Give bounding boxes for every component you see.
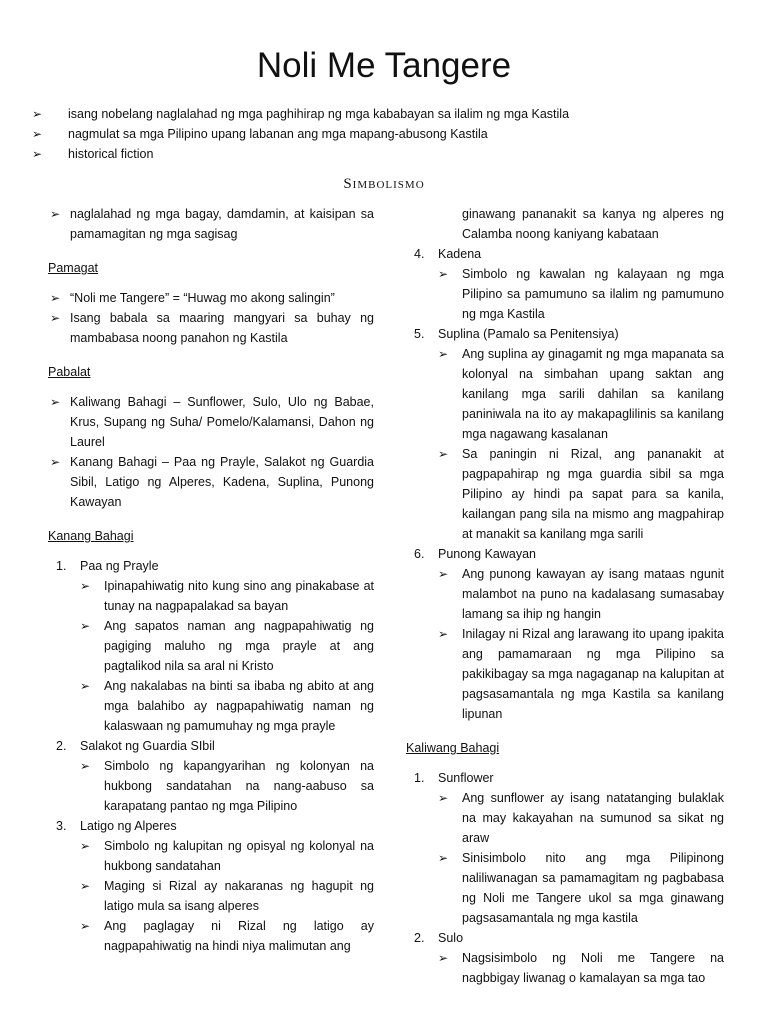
arrow-bullet-icon: ➢: [32, 107, 43, 121]
item-detail: ginawang pananakit sa kanya ng alperes ng Calamba noong kaniyang kabataan: [462, 207, 724, 241]
pamagat-text: Isang babala sa maaring mangyari sa buhay ng mambabasa noong panahon ng Kastila: [70, 311, 374, 345]
item-label: Suplina (Pamalo sa Penitensiya): [438, 327, 619, 341]
pabalat-text: Kaliwang Bahagi – Sunflower, Sulo, Ulo ng Babae, Krus, Supang ng Suha/ Pomelo/Kalamansi, Dahon ng Laurel: [70, 395, 374, 449]
list-item: [48, 576, 374, 616]
arrow-bullet-icon: ➢: [50, 395, 61, 409]
list-item: [406, 848, 724, 928]
item-number: 3.: [56, 819, 67, 833]
arrow-bullet-icon: ➢: [80, 579, 91, 593]
kaliwang-bahagi-heading: Kaliwang Bahagi: [406, 741, 500, 755]
numbered-item: [48, 816, 374, 836]
item-label: Latigo ng Alperes: [80, 819, 177, 833]
arrow-bullet-icon: ➢: [50, 311, 61, 325]
list-item: [48, 204, 374, 244]
list-item: [406, 344, 724, 444]
item-detail: Nagsisimbolo ng Noli me Tangere na nagbbigay liwanag o kamalayan sa mga tao: [462, 951, 724, 985]
item-detail: Simbolo ng kawalan ng kalayaan ng mga Pilipino sa pamumuno sa ilalim ng pamumuno ng mga Kastila: [462, 267, 724, 321]
list-item: [48, 916, 374, 956]
item-label: Sunflower: [438, 771, 494, 785]
arrow-bullet-icon: ➢: [80, 839, 91, 853]
list-item: [30, 144, 750, 164]
intro-text: historical fiction: [68, 147, 154, 161]
arrow-bullet-icon: ➢: [50, 291, 61, 305]
simbolismo-definition: naglalahad ng mga bagay, damdamin, at kaisipan sa pamamagitan ng mga sagisag: [70, 207, 374, 241]
numbered-item: [406, 324, 724, 344]
arrow-bullet-icon: ➢: [438, 791, 449, 805]
item-detail: Ang nakalabas na binti sa ibaba ng abito at ang mga balahibo ay nagpapahiwatig naman ng kalaswaan ng pamumuhay ng mga prayle: [104, 679, 374, 733]
list-item: [48, 452, 374, 512]
list-item: [48, 392, 374, 452]
arrow-bullet-icon: ➢: [50, 455, 61, 469]
arrow-bullet-icon: ➢: [50, 207, 61, 221]
arrow-bullet-icon: ➢: [32, 147, 43, 161]
numbered-item: [406, 928, 724, 948]
intro-list: [30, 104, 750, 164]
arrow-bullet-icon: ➢: [80, 879, 91, 893]
item-detail: Ang sapatos naman ang nagpapahiwatig ng pagiging maluho ng mga prayle at ang pagtalikod nila sa aral ni Kristo: [104, 619, 374, 673]
arrow-bullet-icon: ➢: [438, 627, 449, 641]
pabalat-heading: Pabalat: [48, 365, 91, 379]
kanang-bahagi-heading: Kanang Bahagi: [48, 529, 134, 543]
intro-text: nagmulat sa mga Pilipino upang labanan ang mga mapang-abusong Kastila: [68, 127, 488, 141]
arrow-bullet-icon: ➢: [438, 951, 449, 965]
arrow-bullet-icon: ➢: [438, 267, 449, 281]
item-label: Paa ng Prayle: [80, 559, 159, 573]
item-detail: Simbolo ng kapangyarihan ng kolonyan na hukbong sandatahan na nang-aabuso sa karapatang pantao ng mga Pilipino: [104, 759, 374, 813]
item-detail: Ang suplina ay ginagamit ng mga mapanata sa kolonyal na simbahan upang saktan ang kanilang mga sarili dahilan sa kanilang paniniwala na ito ay makapaglilinis sa kanilang mga nagawang kasalanan: [462, 347, 724, 441]
item-number: 5.: [414, 327, 425, 341]
item-number: 2.: [414, 931, 425, 945]
arrow-bullet-icon: ➢: [438, 447, 449, 461]
item-detail: Sinisimbolo nito ang mga Pilipinong naliliwanagan sa pamamagitam ng pagbabasa ng Noli me Tangere ukol sa mga ginawang pagsasamantala ng mga kastila: [462, 851, 724, 925]
arrow-bullet-icon: ➢: [438, 347, 449, 361]
item-label: Kadena: [438, 247, 482, 261]
item-detail: Ipinapahiwatig nito kung sino ang pinakabase at tunay na nagpapalakad sa bayan: [104, 579, 374, 613]
list-item: [48, 308, 374, 348]
item-number: 4.: [414, 247, 425, 261]
numbered-item: [406, 244, 724, 264]
item-detail: Ang paglagay ni Rizal ng latigo ay nagpapahiwatig na hindi niya malimutan ang: [104, 919, 374, 953]
arrow-bullet-icon: ➢: [438, 567, 449, 581]
arrow-bullet-icon: ➢: [80, 919, 91, 933]
item-detail: Simbolo ng kalupitan ng opisyal ng kolonyal na hukbong sandatahan: [104, 839, 374, 873]
item-detail: Sa paningin ni Rizal, ang pananakit at pagpapahirap ng mga guardia sibil sa mga Pilipino ay hindi pa sapat para sa kanila, kailangan pang sila na mismo ang magpahirap at manakit sa kanilang mga sarili: [462, 447, 724, 541]
section-title: Simbolismo: [343, 176, 425, 192]
list-item: [406, 624, 724, 724]
pamagat-heading: Pamagat: [48, 261, 99, 275]
list-item: [406, 264, 724, 324]
left-column: [48, 204, 374, 956]
list-item: [48, 616, 374, 676]
item-number: 1.: [414, 771, 425, 785]
list-item: [48, 876, 374, 916]
item-detail: Ang sunflower ay isang natatanging bulaklak na may kakayahan na sumunod sa sikat ng araw: [462, 791, 724, 845]
pabalat-text: Kanang Bahagi – Paa ng Prayle, Salakot ng Guardia Sibil, Latigo ng Alperes, Kadena, Suplina, Punong Kawayan: [70, 455, 374, 509]
numbered-item: [48, 736, 374, 756]
numbered-item: [48, 556, 374, 576]
arrow-bullet-icon: ➢: [80, 679, 91, 693]
item-detail: Ang punong kawayan ay isang mataas ngunit malambot na puno na kadalasang sumasabay lamang sa ihip ng hangin: [462, 567, 724, 621]
item-detail: Maging si Rizal ay nakaranas ng hagupit ng latigo mula sa isang alperes: [104, 879, 374, 913]
list-item: [406, 564, 724, 624]
numbered-item: [406, 768, 724, 788]
item-number: 1.: [56, 559, 67, 573]
list-item: [48, 288, 374, 308]
list-item: [30, 124, 750, 144]
arrow-bullet-icon: ➢: [80, 759, 91, 773]
list-item: [48, 836, 374, 876]
item-number: 2.: [56, 739, 67, 753]
arrow-bullet-icon: ➢: [80, 619, 91, 633]
pamagat-text: “Noli me Tangere” = “Huwag mo akong salingin”: [70, 291, 335, 305]
arrow-bullet-icon: ➢: [438, 851, 449, 865]
item-label: Salakot ng Guardia SIbil: [80, 739, 215, 753]
list-item: [48, 676, 374, 736]
list-item: [48, 756, 374, 816]
page-title: Noli Me Tangere: [256, 46, 512, 85]
list-item: [406, 788, 724, 848]
numbered-item: [406, 544, 724, 564]
item-label: Punong Kawayan: [438, 547, 536, 561]
list-item: [30, 104, 750, 124]
list-item: [406, 948, 724, 988]
intro-text: isang nobelang naglalahad ng mga paghihirap ng mga kababayan sa ilalim ng mga Kastila: [68, 107, 570, 121]
item-number: 6.: [414, 547, 425, 561]
item-detail: Inilagay ni Rizal ang larawang ito upang ipakita ang pamamaraan ng mga Pilipino sa pakikibagay sa mga nagaganap na kalupitan at pagsasamantala ng mga Kastila sa kanilang lipunan: [462, 627, 724, 721]
continuation-text: [406, 204, 724, 244]
arrow-bullet-icon: ➢: [32, 127, 43, 141]
item-label: Sulo: [438, 931, 464, 945]
right-column: [406, 204, 724, 988]
list-item: [406, 444, 724, 544]
